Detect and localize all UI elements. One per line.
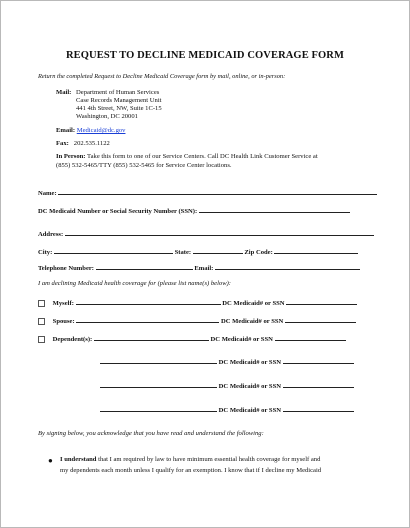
dependent-row [100,381,354,390]
dependent-name-field[interactable] [100,357,217,364]
return-instructions: Return the completed Request to Decline Medicaid Coverage form by mail, online, or in-person: [38,73,286,80]
dependent-id-field[interactable] [283,357,354,364]
declining-prompt: I am declining Medicaid health coverage for (please list name(s) below): [38,280,231,287]
myself-id-field[interactable] [286,298,357,305]
bullet-lead: I understand [60,456,97,463]
dependent-id-label: DC Medicaid# or SSN [218,359,281,366]
mail-line: 441 4th Street, NW, Suite 1C-15 [76,105,162,113]
spouse-label: Spouse: [52,318,75,325]
myself-checkbox[interactable] [38,300,45,307]
dependent-label: Dependent(s): [52,336,93,343]
dependent-name-field[interactable] [100,405,217,412]
spouse-id-field[interactable] [285,316,356,323]
email-field[interactable] [215,263,360,270]
dependent-name-field[interactable] [94,334,209,341]
form-title: REQUEST TO DECLINE MEDICAID COVERAGE FORM [65,50,345,61]
dependent-id-label: DC Medicaid# or SSN [218,383,281,390]
address-label: Address: [38,231,64,238]
dependent-row [38,334,346,343]
state-field[interactable] [193,247,243,254]
zip-field[interactable] [274,247,358,254]
myself-row [38,298,357,307]
fax-label: Fax: [56,140,69,147]
dependent-id-field[interactable] [275,334,346,341]
acknowledgement-text: By signing below, you acknowledge that you have read and understand the following: [38,430,264,437]
in-person-label: In Person: [56,153,86,160]
dependent-id-label: DC Medicaid# or SSN [218,407,281,414]
email-link[interactable]: Medicaid@dc.gov [76,127,126,134]
name-row [38,188,377,197]
dependent-row [100,405,354,414]
mail-label: Mail: [56,89,72,96]
spouse-name-field[interactable] [76,316,219,323]
dependent-row [100,357,354,366]
zip-label: Zip Code: [244,249,273,256]
spouse-checkbox[interactable] [38,318,45,325]
dependent-checkbox[interactable] [38,336,45,343]
medicaid-number-label: DC Medicaid Number or Social Security Number (SSN): [38,208,198,215]
email-contact [56,127,125,134]
medicaid-number-row [38,206,350,215]
mail-line: Washington, DC 20001 [76,113,138,121]
state-label: State: [174,249,192,256]
myself-label: Myself: [52,300,74,307]
email-field-label: Email: [194,265,214,272]
medicaid-number-field[interactable] [199,206,350,213]
understanding-bullet [48,455,358,476]
dependent-id-label: DC Medicaid# or SSN [210,336,273,343]
phone-email-row [38,263,360,272]
fax-contact [56,140,110,147]
address-row [38,229,374,238]
in-person-text-2: (855) 532-5465/TTY (855) 532-5465 for Service Center locations. [56,161,232,169]
spouse-row [38,316,356,325]
bullet-icon: ● [48,456,53,465]
mail-address [76,89,162,121]
mail-line: Department of Human Services [76,89,160,96]
in-person-instructions [56,153,376,170]
myself-name-field[interactable] [76,298,221,305]
city-field[interactable] [54,247,173,254]
bullet-text-2: my dependents each month unless I qualify for an exemption. I know that if I decline my Medicaid [60,466,322,474]
dependent-id-field[interactable] [283,381,354,388]
name-field[interactable] [58,188,377,195]
mail-line: Case Records Management Unit [76,97,162,105]
email-label: Email: [56,127,76,134]
bullet-text-1: that I am required by law to have minimum essential health coverage for myself and [96,456,321,463]
telephone-field[interactable] [96,263,193,270]
address-field[interactable] [65,229,374,236]
myself-id-label: DC Medicaid# or SSN [222,300,285,307]
fax-number: 202.535.1122 [73,140,110,147]
name-label: Name: [38,190,57,197]
spouse-id-label: DC Medicaid# or SSN [220,318,284,325]
telephone-label: Telephone Number: [38,265,94,272]
city-label: City: [38,249,53,256]
in-person-text: Take this form to one of our Service Centers. Call DC Health Link Customer Service at [87,153,318,160]
city-state-zip-row [38,247,358,256]
dependent-id-field[interactable] [283,405,354,412]
dependent-name-field[interactable] [100,381,217,388]
